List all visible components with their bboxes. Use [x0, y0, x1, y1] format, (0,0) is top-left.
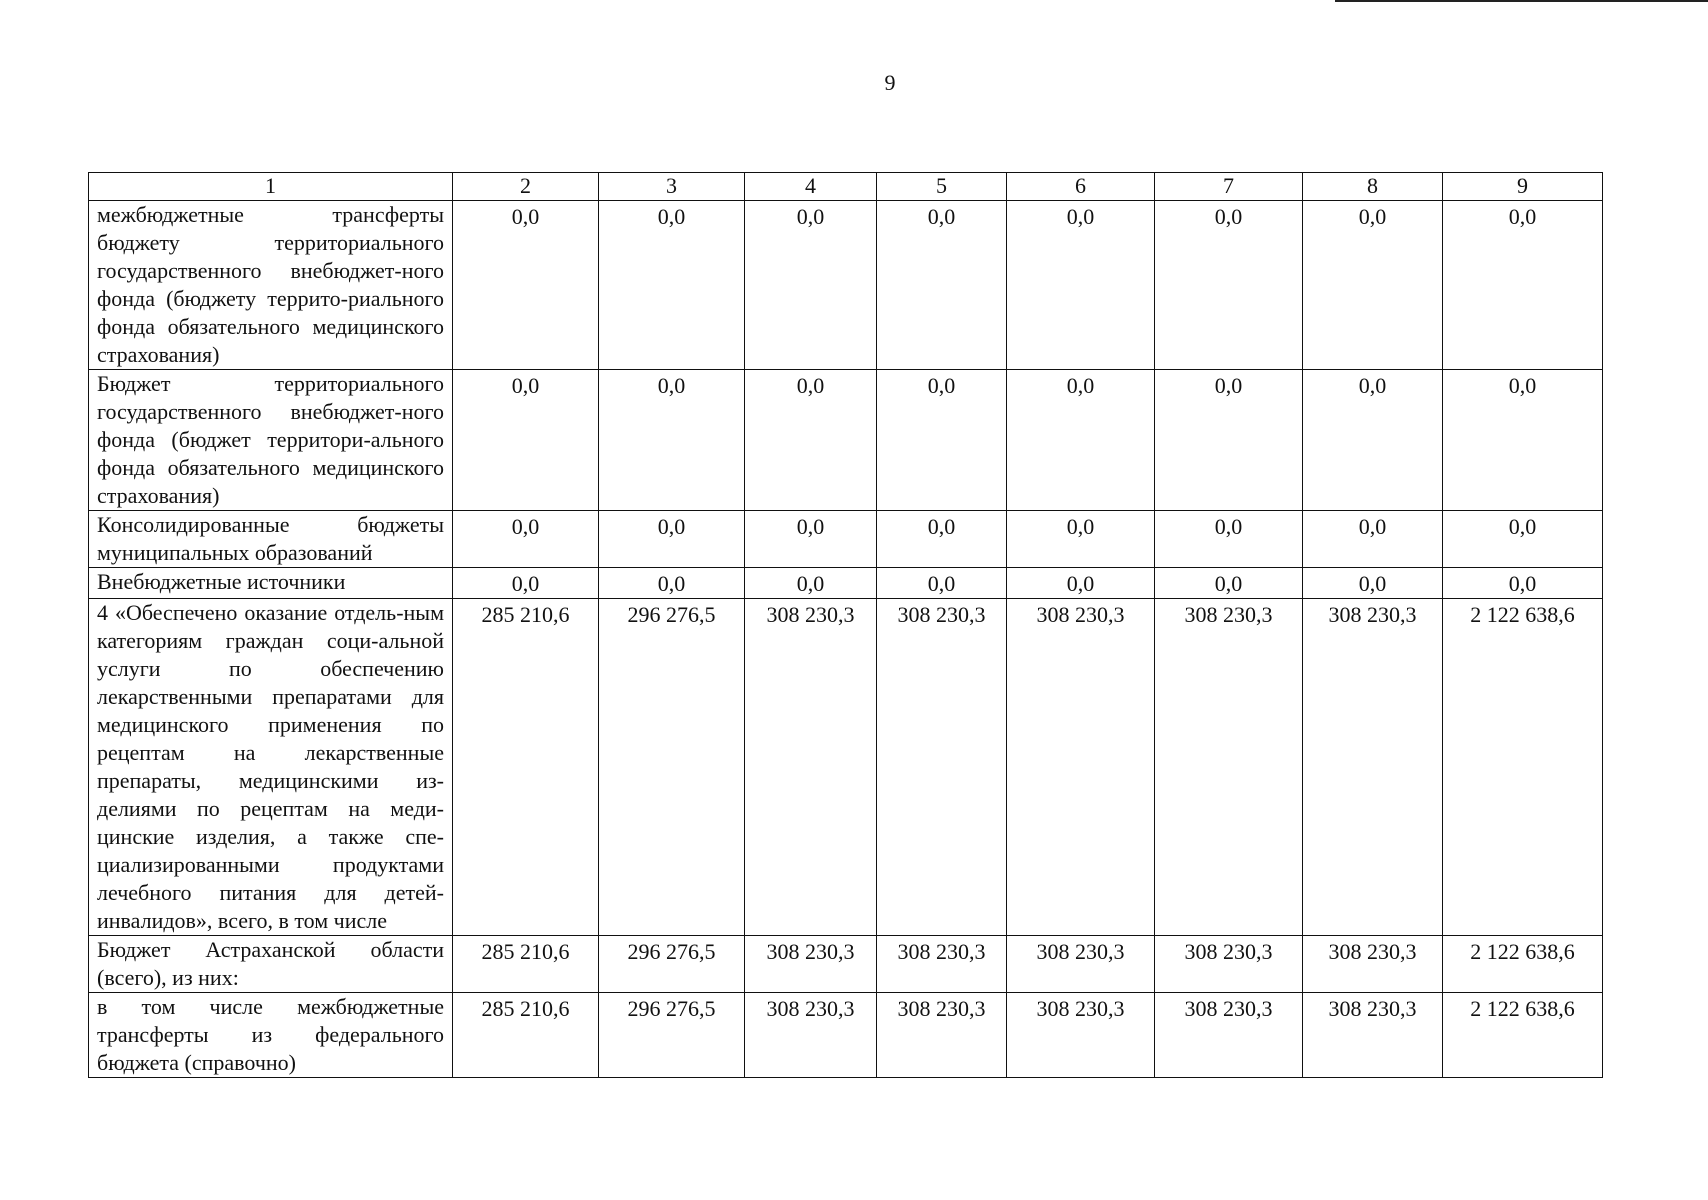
table-cell: 308 230,3	[1155, 936, 1303, 993]
column-header-1: 1	[89, 173, 453, 201]
table-cell: 0,0	[745, 201, 877, 370]
table-cell: 0,0	[453, 568, 599, 599]
table-cell: 2 122 638,6	[1443, 936, 1603, 993]
column-header-7: 7	[1155, 173, 1303, 201]
budget-table-container	[88, 172, 1602, 1078]
column-header-6: 6	[1007, 173, 1155, 201]
table-cell: 0,0	[1303, 370, 1443, 511]
table-cell: 308 230,3	[1007, 599, 1155, 936]
row-label: Внебюджетные источники	[89, 568, 453, 599]
table-cell: 0,0	[1007, 511, 1155, 568]
row-label: Бюджет Астраханской области (всего), из них:	[89, 936, 453, 993]
table-cell: 0,0	[877, 370, 1007, 511]
table-cell: 2 122 638,6	[1443, 599, 1603, 936]
table-cell: 0,0	[1007, 568, 1155, 599]
header-row	[89, 173, 1603, 201]
table-row	[89, 370, 1603, 511]
table-cell: 0,0	[1155, 511, 1303, 568]
table-cell: 296 276,5	[599, 993, 745, 1078]
table-cell: 308 230,3	[1303, 936, 1443, 993]
table-cell: 0,0	[745, 370, 877, 511]
table-row	[89, 511, 1603, 568]
column-header-9: 9	[1443, 173, 1603, 201]
table-cell: 0,0	[745, 568, 877, 599]
table-cell: 0,0	[1155, 370, 1303, 511]
table-cell: 285 210,6	[453, 993, 599, 1078]
row-label: Бюджет территориального государственного внебюджет-ного фонда (бюджет территори-ального фонда обязательного медицинского страхования)	[89, 370, 453, 511]
table-cell: 0,0	[1007, 370, 1155, 511]
row-label: в том числе межбюджетные трансферты из федерального бюджета (справочно)	[89, 993, 453, 1078]
table-cell: 296 276,5	[599, 936, 745, 993]
top-edge-rule	[1335, 0, 1708, 2]
row-label: межбюджетные трансферты бюджету территориального государственного внебюджет-ного фонда (бюджету террито-риального фонда обязательного медицинского страхования)	[89, 201, 453, 370]
table-cell: 0,0	[599, 511, 745, 568]
table-cell: 308 230,3	[1155, 599, 1303, 936]
column-header-2: 2	[453, 173, 599, 201]
table-cell: 0,0	[1303, 568, 1443, 599]
table-cell: 0,0	[745, 511, 877, 568]
table-cell: 308 230,3	[1007, 993, 1155, 1078]
table-cell: 0,0	[1443, 370, 1603, 511]
table-cell: 0,0	[1303, 511, 1443, 568]
row-label: Консолидированные бюджеты муниципальных образований	[89, 511, 453, 568]
budget-table	[88, 172, 1603, 1078]
table-cell: 285 210,6	[453, 599, 599, 936]
table-cell: 285 210,6	[453, 936, 599, 993]
table-cell: 0,0	[1155, 201, 1303, 370]
table-cell: 0,0	[1303, 201, 1443, 370]
table-cell: 0,0	[877, 201, 1007, 370]
row-label: 4 «Обеспечено оказание отдель-ным категориям граждан соци-альной услуги по обеспечению лекарственными препаратами для медицинского применения по рецептам на лекарственные препараты, медицинскими из-делиями по рецептам на меди-цинские изделия, а также спе-циализированными продуктами лечебного питания для детей-инвалидов», всего, в том числе	[89, 599, 453, 936]
column-header-8: 8	[1303, 173, 1443, 201]
table-cell: 308 230,3	[745, 993, 877, 1078]
table-row	[89, 568, 1603, 599]
table-cell: 0,0	[877, 511, 1007, 568]
table-cell: 0,0	[1443, 201, 1603, 370]
table-cell: 296 276,5	[599, 599, 745, 936]
table-cell: 308 230,3	[1303, 599, 1443, 936]
page-number: 9	[884, 70, 896, 95]
table-cell: 0,0	[1155, 568, 1303, 599]
table-cell: 308 230,3	[877, 993, 1007, 1078]
table-cell: 308 230,3	[877, 936, 1007, 993]
column-header-4: 4	[745, 173, 877, 201]
table-row	[89, 993, 1603, 1078]
table-cell: 0,0	[453, 511, 599, 568]
table-cell: 308 230,3	[877, 599, 1007, 936]
table-cell: 308 230,3	[745, 599, 877, 936]
table-row	[89, 201, 1603, 370]
table-cell: 0,0	[1443, 568, 1603, 599]
table-cell: 0,0	[453, 370, 599, 511]
table-cell: 308 230,3	[1007, 936, 1155, 993]
table-row	[89, 936, 1603, 993]
table-cell: 0,0	[877, 568, 1007, 599]
table-cell: 0,0	[453, 201, 599, 370]
table-cell: 308 230,3	[1303, 993, 1443, 1078]
column-header-3: 3	[599, 173, 745, 201]
table-cell: 0,0	[599, 568, 745, 599]
table-cell: 0,0	[599, 201, 745, 370]
table-cell: 308 230,3	[745, 936, 877, 993]
table-cell: 0,0	[1443, 511, 1603, 568]
table-cell: 0,0	[1007, 201, 1155, 370]
table-cell: 2 122 638,6	[1443, 993, 1603, 1078]
table-row	[89, 599, 1603, 936]
table-cell: 0,0	[599, 370, 745, 511]
column-header-5: 5	[877, 173, 1007, 201]
table-cell: 308 230,3	[1155, 993, 1303, 1078]
